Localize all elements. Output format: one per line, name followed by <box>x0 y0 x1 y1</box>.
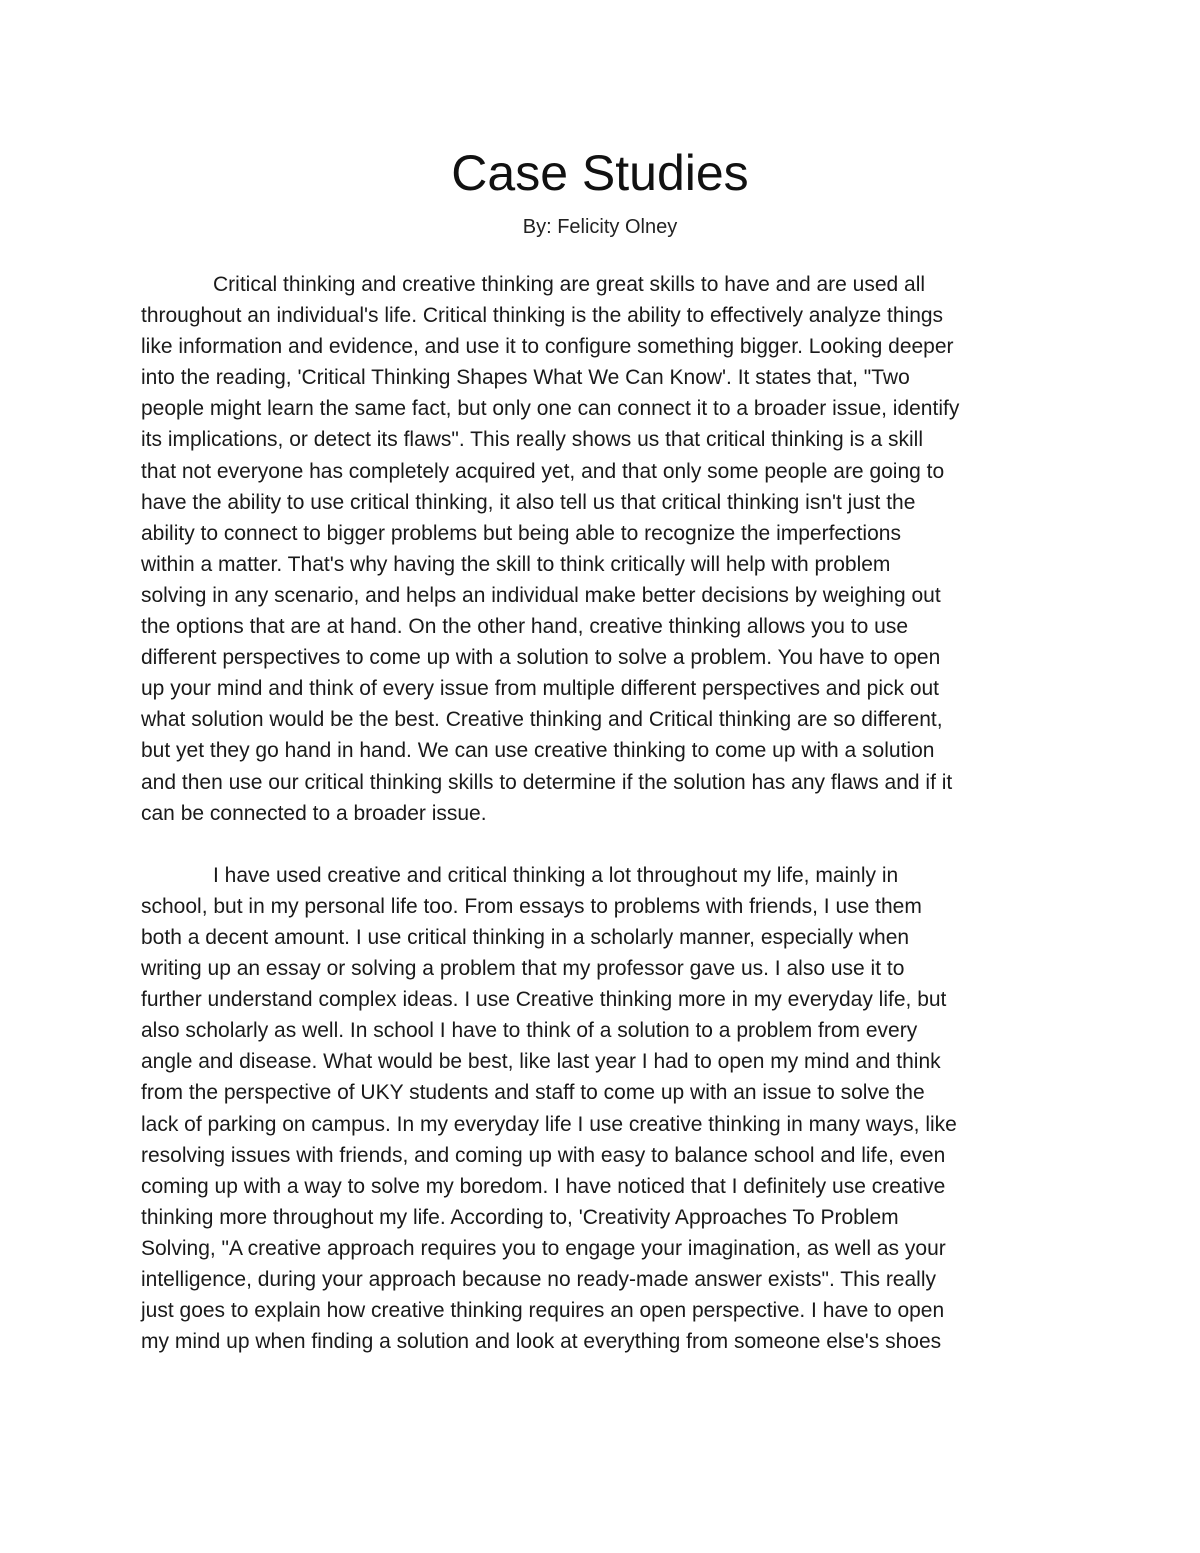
text-line: can be connected to a broader issue. <box>141 801 487 825</box>
paragraph-spacer <box>141 829 1071 860</box>
text-line: further understand complex ideas. I use Creative thinking more in my everyday life, but <box>141 988 947 1012</box>
text-line: have the ability to use critical thinking, it also tell us that critical thinking isn't just the <box>141 490 916 514</box>
text-line: school, but in my personal life too. From essays to problems with friends, I use them <box>141 894 922 918</box>
text-line: thinking more throughout my life. According to, 'Creativity Approaches To Problem <box>141 1205 899 1229</box>
text-line: up your mind and think of every issue from multiple different perspectives and pick out <box>141 677 940 701</box>
text-line: ability to connect to bigger problems but being able to recognize the imperfections <box>141 521 901 545</box>
text-line: that not everyone has completely acquired yet, and that only some people are going to <box>141 459 945 483</box>
text-line: its implications, or detect its flaws". This really shows us that critical thinking is a skill <box>141 428 924 452</box>
text-line: solving in any scenario, and helps an individual make better decisions by weighing out <box>141 583 941 607</box>
paragraph-1 <box>141 269 1071 829</box>
author-byline: By: Felicity Olney <box>522 216 678 238</box>
text-line: lack of parking on campus. In my everyday life I use creative thinking in many ways, like <box>141 1112 957 1136</box>
text-line: what solution would be the best. Creative thinking and Critical thinking are so different, <box>141 708 943 732</box>
text-line: the options that are at hand. On the other hand, creative thinking allows you to use <box>141 615 908 639</box>
text-line: both a decent amount. I use critical thinking in a scholarly manner, especially when <box>141 925 910 949</box>
document-body <box>141 269 1071 1357</box>
text-line: writing up an essay or solving a problem that my professor gave us. I also use it to <box>141 957 905 981</box>
text-line: angle and disease. What would be best, like last year I had to open my mind and think <box>141 1050 941 1074</box>
text-line: into the reading, 'Critical Thinking Shapes What We Can Know'. It states that, "Two <box>141 366 910 390</box>
text-line: just goes to explain how creative thinking requires an open perspective. I have to open <box>141 1299 945 1323</box>
text-line: throughout an individual's life. Critical thinking is the ability to effectively analyze things <box>141 304 944 328</box>
text-line: but yet they go hand in hand. We can use creative thinking to come up with a solution <box>141 739 935 763</box>
text-line: and then use our critical thinking skills to determine if the solution has any flaws and if it <box>141 770 953 794</box>
document-title: Case Studies <box>451 145 749 201</box>
text-line: Critical thinking and creative thinking are great skills to have and are used all <box>213 273 926 296</box>
text-line: also scholarly as well. In school I have to think of a solution to a problem from every <box>141 1019 918 1043</box>
text-line: within a matter. That's why having the skill to think critically will help with problem <box>141 552 891 576</box>
text-line: resolving issues with friends, and coming up with easy to balance school and life, even <box>141 1143 946 1167</box>
text-line: like information and evidence, and use it to configure something bigger. Looking deeper <box>141 335 954 359</box>
text-line: my mind up when finding a solution and look at everything from someone else's shoes <box>141 1330 942 1354</box>
text-line: from the perspective of UKY students and staff to come up with an issue to solve the <box>141 1081 925 1105</box>
text-line: coming up with a way to solve my boredom. I have noticed that I definitely use creative <box>141 1174 946 1198</box>
paragraph-2 <box>141 860 1071 1358</box>
text-line: Solving, "A creative approach requires you to engage your imagination, as well as your <box>141 1236 946 1260</box>
text-line: intelligence, during your approach because no ready-made answer exists". This really <box>141 1268 936 1291</box>
text-line: different perspectives to come up with a solution to solve a problem. You have to open <box>141 646 941 670</box>
text-line: people might learn the same fact, but only one can connect it to a broader issue, identify <box>141 397 960 421</box>
text-line: I have used creative and critical thinking a lot throughout my life, mainly in <box>213 863 899 887</box>
